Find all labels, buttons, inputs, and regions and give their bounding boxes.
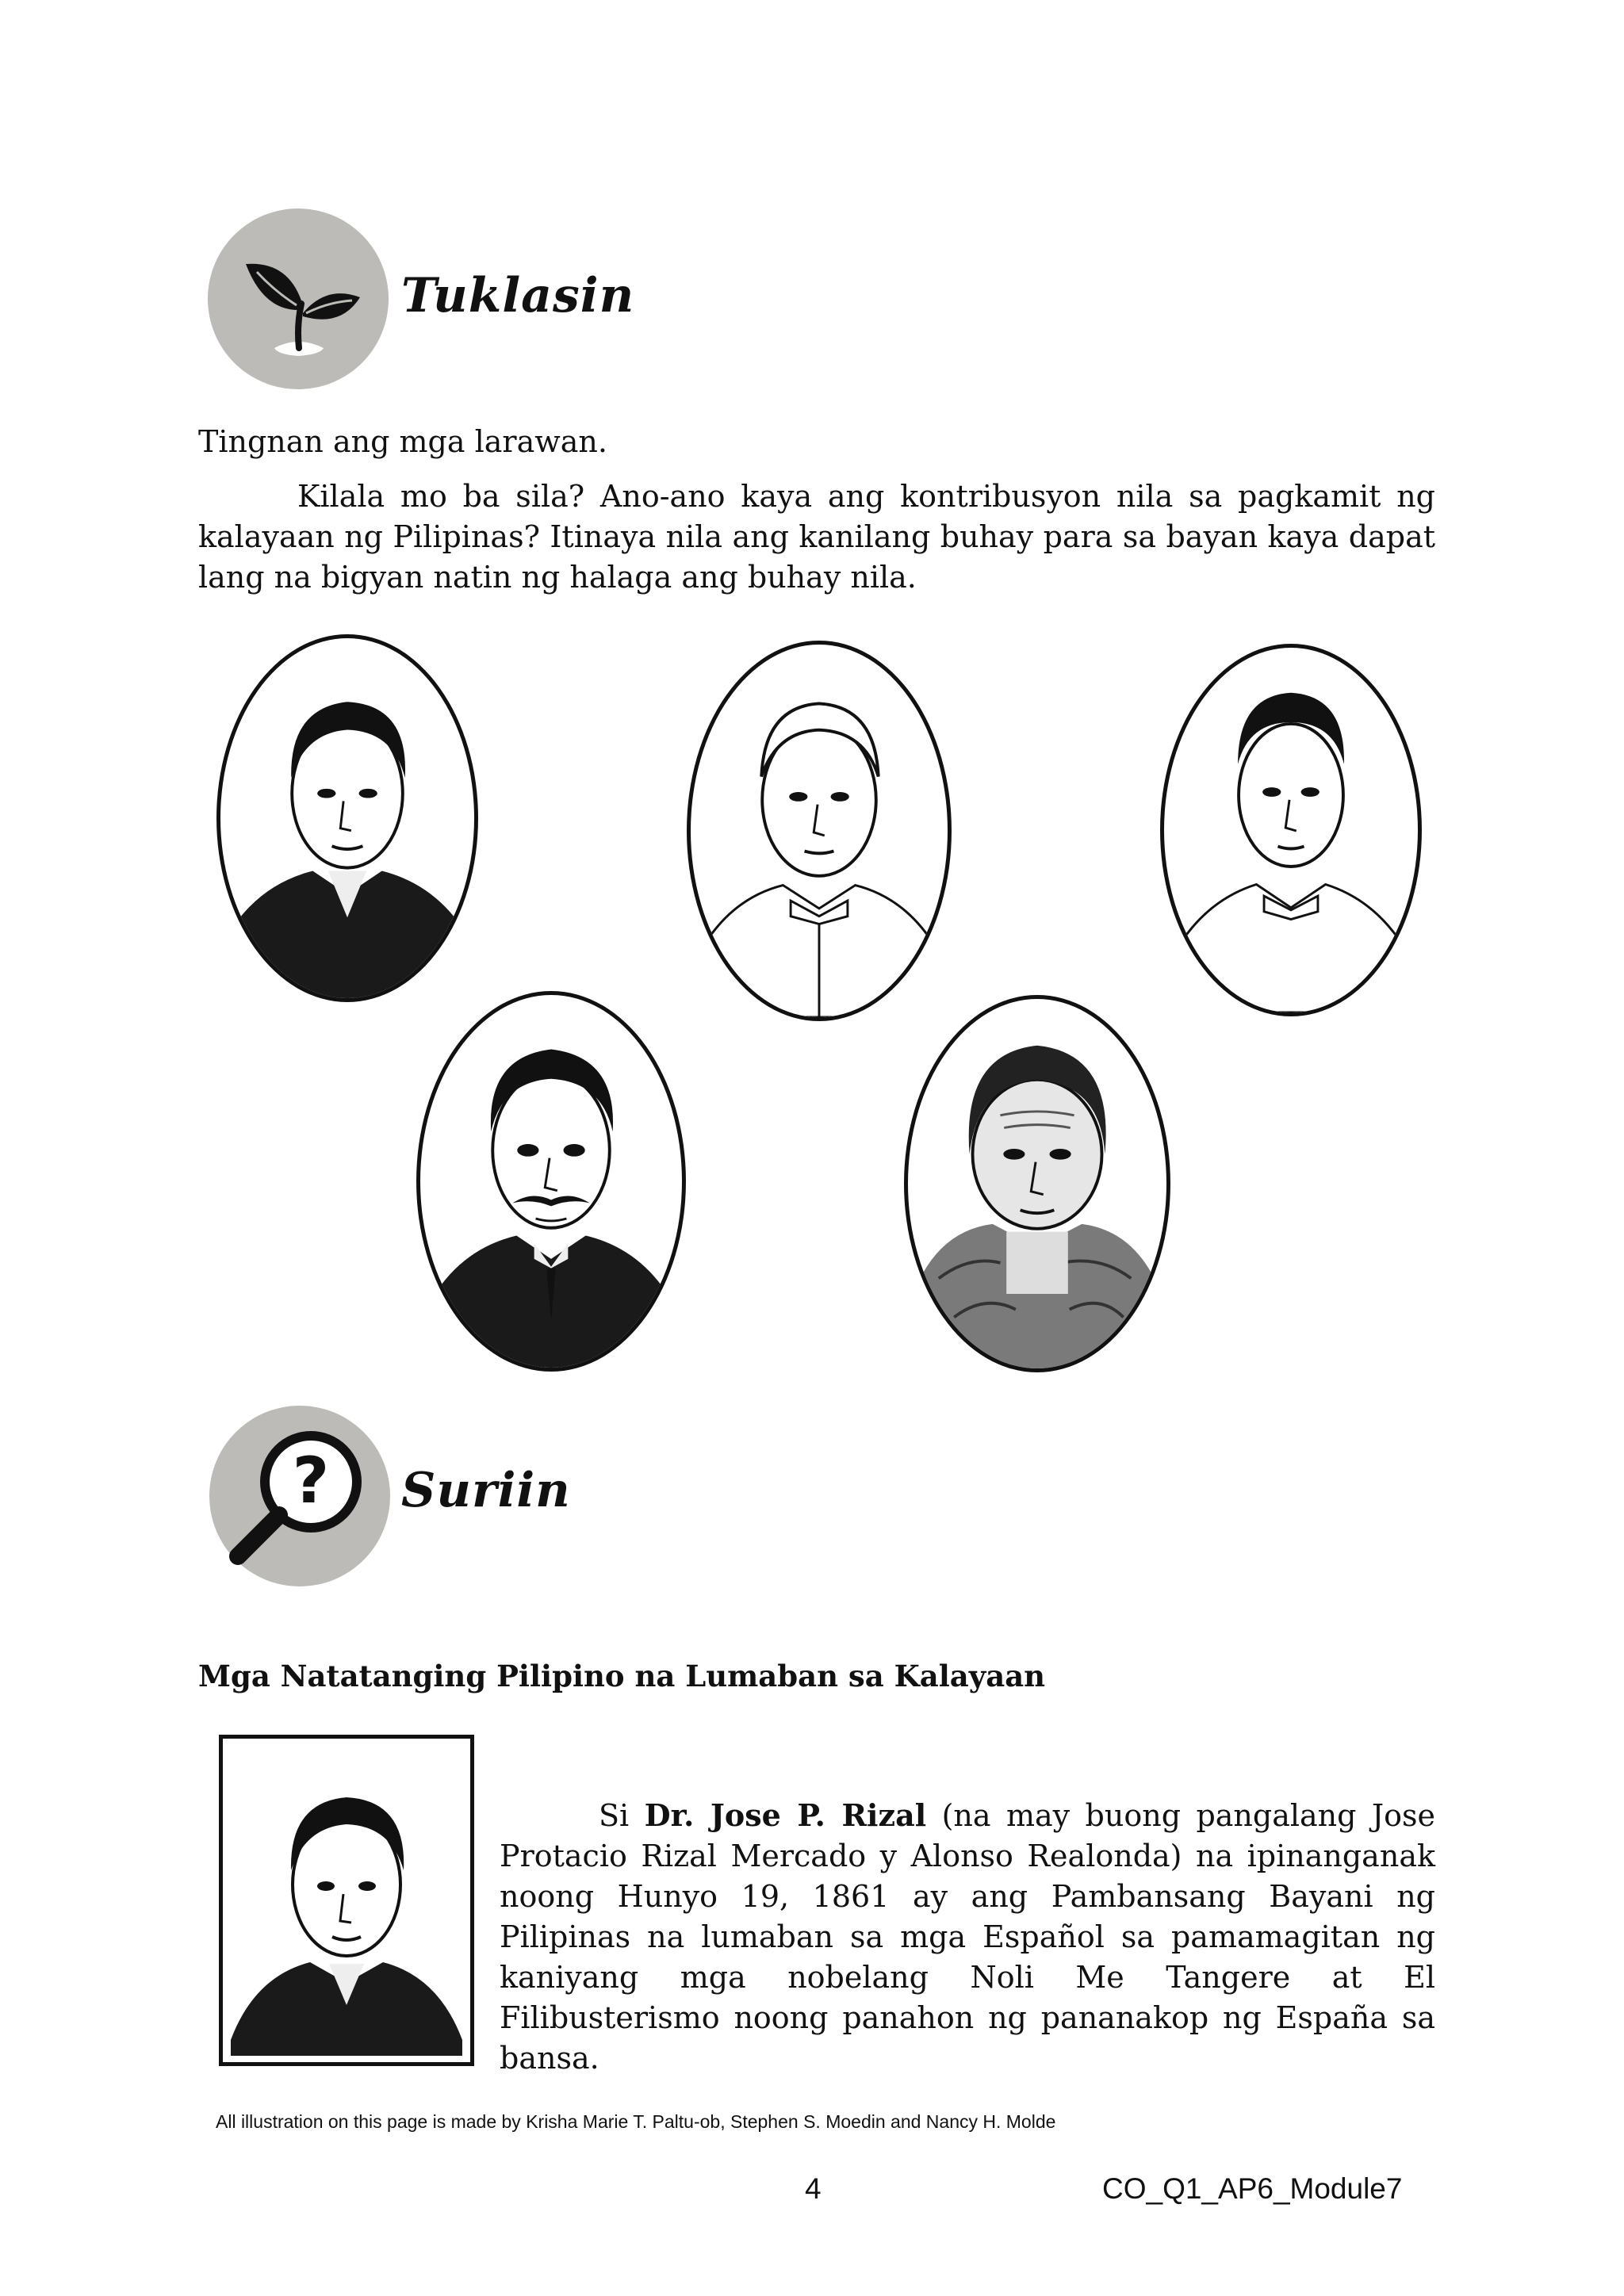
portrait-oval-5 [904,995,1170,1372]
svg-text:?: ? [292,1444,330,1517]
portrait-man-1 [220,638,474,998]
tuklasin-title: Tuklasin [401,268,635,323]
portrait-man-2 [691,645,948,1017]
suriin-title: Suriin [401,1463,571,1518]
tuklasin-badge [208,209,389,389]
portrait-woman [908,999,1166,1368]
sprout-icon [208,209,389,389]
intro-paragraph: Kilala mo ba sila? Ano-ano kaya ang kontribusyon nila sa pagkamit ng kalayaan ng Pilipinas? Itinaya nila ang kanilang buhay para sa bayan kaya dapat lang na bigyan natin ng halaga ang buhay nila. [198,479,1435,595]
portrait-oval-3 [1160,644,1422,1016]
portrait-oval-2 [687,641,952,1021]
section-heading: Mga Natatanging Pilipino na Lumaban sa Kalayaan [198,1659,1046,1693]
rizal-body: (na may buong pangalang Jose Protacio Rizal Mercado y Alonso Realonda) na ipinanganak noong Hunyo 19, 1861 ay ang Pambansang Bayani ng Pilipinas na lumaban sa mga Español sa pamamagitan ng kaniyang mga nobelang Noli Me Tangere at El Filibusterismo noong panahon ng pananakop ng España sa bansa. [500,1798,1436,2076]
portrait-man-mustache [420,995,682,1368]
rizal-lead: Si [599,1798,645,1833]
rizal-portrait [223,1739,470,2062]
page-number: 4 [805,2172,822,2205]
portrait-man-3 [1164,648,1418,1012]
magnifier-question-icon [209,1406,390,1586]
module-code: CO_Q1_AP6_Module7 [1102,2172,1403,2205]
suriin-badge [209,1406,390,1586]
rizal-portrait-box [219,1735,474,2066]
portrait-oval-1 [216,634,478,1002]
intro-instruction: Tingnan ang mga larawan. [198,424,607,459]
rizal-paragraph [500,1795,1435,2079]
portrait-oval-4 [416,991,686,1372]
illustration-credit: All illustration on this page is made by Krisha Marie T. Paltu-ob, Stephen S. Moedin and Nancy H. Molde [216,2111,1056,2132]
rizal-name: Dr. Jose P. Rizal [644,1797,927,1833]
